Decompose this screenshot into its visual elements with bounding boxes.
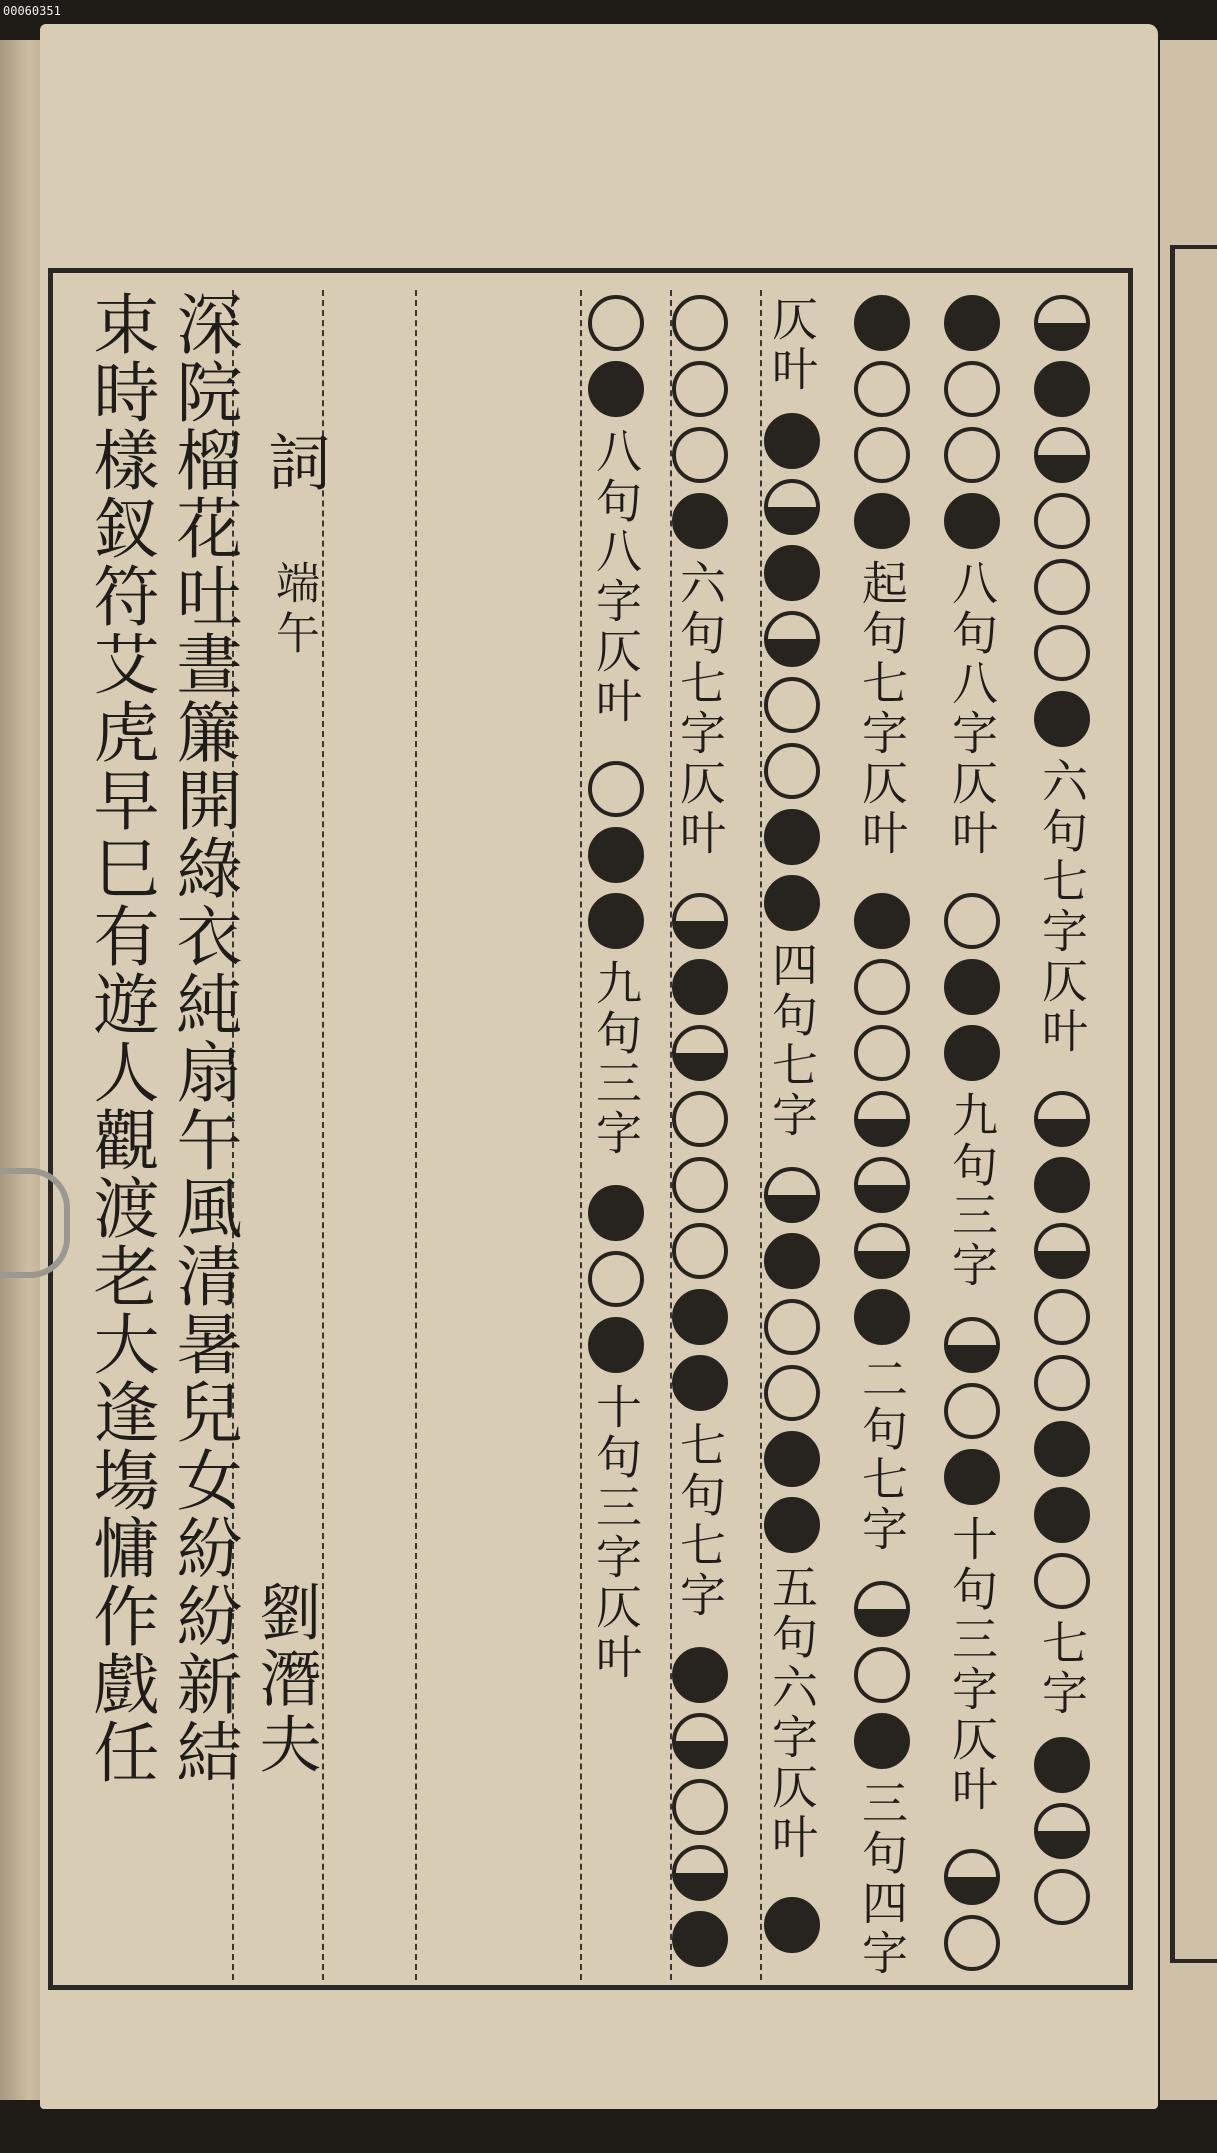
pattern-annotation: 九句三字: [945, 1091, 999, 1291]
filled-circle-mark: [764, 809, 820, 865]
half-circle-mark: [854, 1581, 910, 1637]
open-circle-mark: [1034, 1869, 1090, 1925]
half-circle-mark: [854, 1157, 910, 1213]
pattern-annotation: 仄叶: [765, 295, 819, 395]
pattern-annotation: 五句六字仄叶: [765, 1563, 819, 1863]
open-circle-mark: [764, 1299, 820, 1355]
filled-circle-mark: [944, 1025, 1000, 1081]
column-rule: [415, 290, 417, 1980]
pattern-annotation: 六句七字仄叶: [673, 559, 727, 859]
open-circle-mark: [1034, 1289, 1090, 1345]
half-circle-mark: [854, 1223, 910, 1279]
open-circle-mark: [1034, 1553, 1090, 1609]
open-circle-mark: [588, 761, 644, 817]
filled-circle-mark: [672, 1355, 728, 1411]
filled-circle-mark: [588, 361, 644, 417]
filled-circle-mark: [944, 1449, 1000, 1505]
filled-circle-mark: [764, 413, 820, 469]
pattern-annotation: 八句八字仄叶: [589, 427, 643, 727]
filled-circle-mark: [672, 959, 728, 1015]
pattern-annotation: 七句七字: [673, 1421, 727, 1621]
open-circle-mark: [588, 295, 644, 351]
open-circle-mark: [854, 1647, 910, 1703]
pattern-annotation: 七字: [1035, 1619, 1089, 1719]
filled-circle-mark: [1034, 1157, 1090, 1213]
half-circle-mark: [854, 1091, 910, 1147]
filled-circle-mark: [764, 1497, 820, 1553]
column-rule: [670, 290, 672, 1980]
open-circle-mark: [672, 1779, 728, 1835]
open-circle-mark: [944, 1383, 1000, 1439]
open-circle-mark: [854, 427, 910, 483]
filled-circle-mark: [588, 827, 644, 883]
half-circle-mark: [1034, 1803, 1090, 1859]
half-circle-mark: [764, 1167, 820, 1223]
half-circle-mark: [944, 1317, 1000, 1373]
pattern-annotation: 八句八字仄叶: [945, 559, 999, 859]
open-circle-mark: [854, 1025, 910, 1081]
open-circle-mark: [944, 361, 1000, 417]
half-circle-mark: [1034, 427, 1090, 483]
pattern-annotation: 六句七字仄叶: [1035, 757, 1089, 1057]
open-circle-mark: [854, 361, 910, 417]
catalog-number: 00060351: [3, 4, 61, 18]
filled-circle-mark: [764, 1897, 820, 1953]
filled-circle-mark: [854, 1289, 910, 1345]
open-circle-mark: [672, 1157, 728, 1213]
filled-circle-mark: [764, 1233, 820, 1289]
filled-circle-mark: [1034, 1737, 1090, 1793]
filled-circle-mark: [672, 1911, 728, 1967]
filled-circle-mark: [588, 1317, 644, 1373]
open-circle-mark: [1034, 559, 1090, 615]
filled-circle-mark: [854, 493, 910, 549]
open-circle-mark: [1034, 1355, 1090, 1411]
text-column: 束時樣釵符艾虎早巳有遊人觀渡老大逢塲慵作戲任: [82, 290, 159, 1786]
filled-circle-mark: [854, 893, 910, 949]
open-circle-mark: [672, 361, 728, 417]
filled-circle-mark: [854, 1713, 910, 1769]
filled-circle-mark: [764, 875, 820, 931]
section-label: 詞: [258, 430, 331, 492]
half-circle-mark: [672, 1845, 728, 1901]
half-circle-mark: [672, 893, 728, 949]
filled-circle-mark: [672, 493, 728, 549]
half-circle-mark: [1034, 1223, 1090, 1279]
open-circle-mark: [672, 1223, 728, 1279]
text-column: 深院榴花吐晝簾開綠衣純扇午風清暑兒女紛紛新結: [165, 290, 242, 1786]
open-circle-mark: [944, 893, 1000, 949]
pattern-annotation: 二句七字: [855, 1355, 909, 1555]
filled-circle-mark: [1034, 691, 1090, 747]
facing-page-frame: [1170, 245, 1217, 1963]
half-circle-mark: [944, 1849, 1000, 1905]
open-circle-mark: [944, 1915, 1000, 1971]
author: 劉潛夫: [249, 1580, 322, 1778]
half-circle-mark: [1034, 295, 1090, 351]
filled-circle-mark: [1034, 1421, 1090, 1477]
filled-circle-mark: [672, 1647, 728, 1703]
pattern-annotation: 十句三字仄叶: [589, 1383, 643, 1683]
open-circle-mark: [854, 959, 910, 1015]
filled-circle-mark: [764, 1431, 820, 1487]
filled-circle-mark: [1034, 361, 1090, 417]
filled-circle-mark: [1034, 1487, 1090, 1543]
column-rule: [580, 290, 582, 1980]
filled-circle-mark: [854, 295, 910, 351]
open-circle-mark: [672, 295, 728, 351]
filled-circle-mark: [764, 545, 820, 601]
half-circle-mark: [672, 1713, 728, 1769]
filled-circle-mark: [944, 493, 1000, 549]
pattern-annotation: 起句七字仄叶: [855, 559, 909, 859]
open-circle-mark: [1034, 625, 1090, 681]
filled-circle-mark: [588, 1185, 644, 1241]
filled-circle-mark: [944, 959, 1000, 1015]
open-circle-mark: [764, 677, 820, 733]
half-circle-mark: [672, 1025, 728, 1081]
filled-circle-mark: [588, 893, 644, 949]
open-circle-mark: [1034, 493, 1090, 549]
book-clip: [0, 1168, 70, 1278]
pattern-annotation: 三句四字: [855, 1779, 909, 1979]
pattern-annotation: 九句三字: [589, 959, 643, 1159]
half-circle-mark: [1034, 1091, 1090, 1147]
pattern-annotation: 四句七字: [765, 941, 819, 1141]
subtitle: 端午: [268, 560, 319, 660]
filled-circle-mark: [944, 295, 1000, 351]
open-circle-mark: [672, 427, 728, 483]
open-circle-mark: [588, 1251, 644, 1307]
open-circle-mark: [764, 1365, 820, 1421]
open-circle-mark: [672, 1091, 728, 1147]
open-circle-mark: [944, 427, 1000, 483]
half-circle-mark: [764, 611, 820, 667]
pattern-annotation: 十句三字仄叶: [945, 1515, 999, 1815]
open-circle-mark: [764, 743, 820, 799]
column-rule: [760, 290, 762, 1980]
filled-circle-mark: [672, 1289, 728, 1345]
half-circle-mark: [764, 479, 820, 535]
